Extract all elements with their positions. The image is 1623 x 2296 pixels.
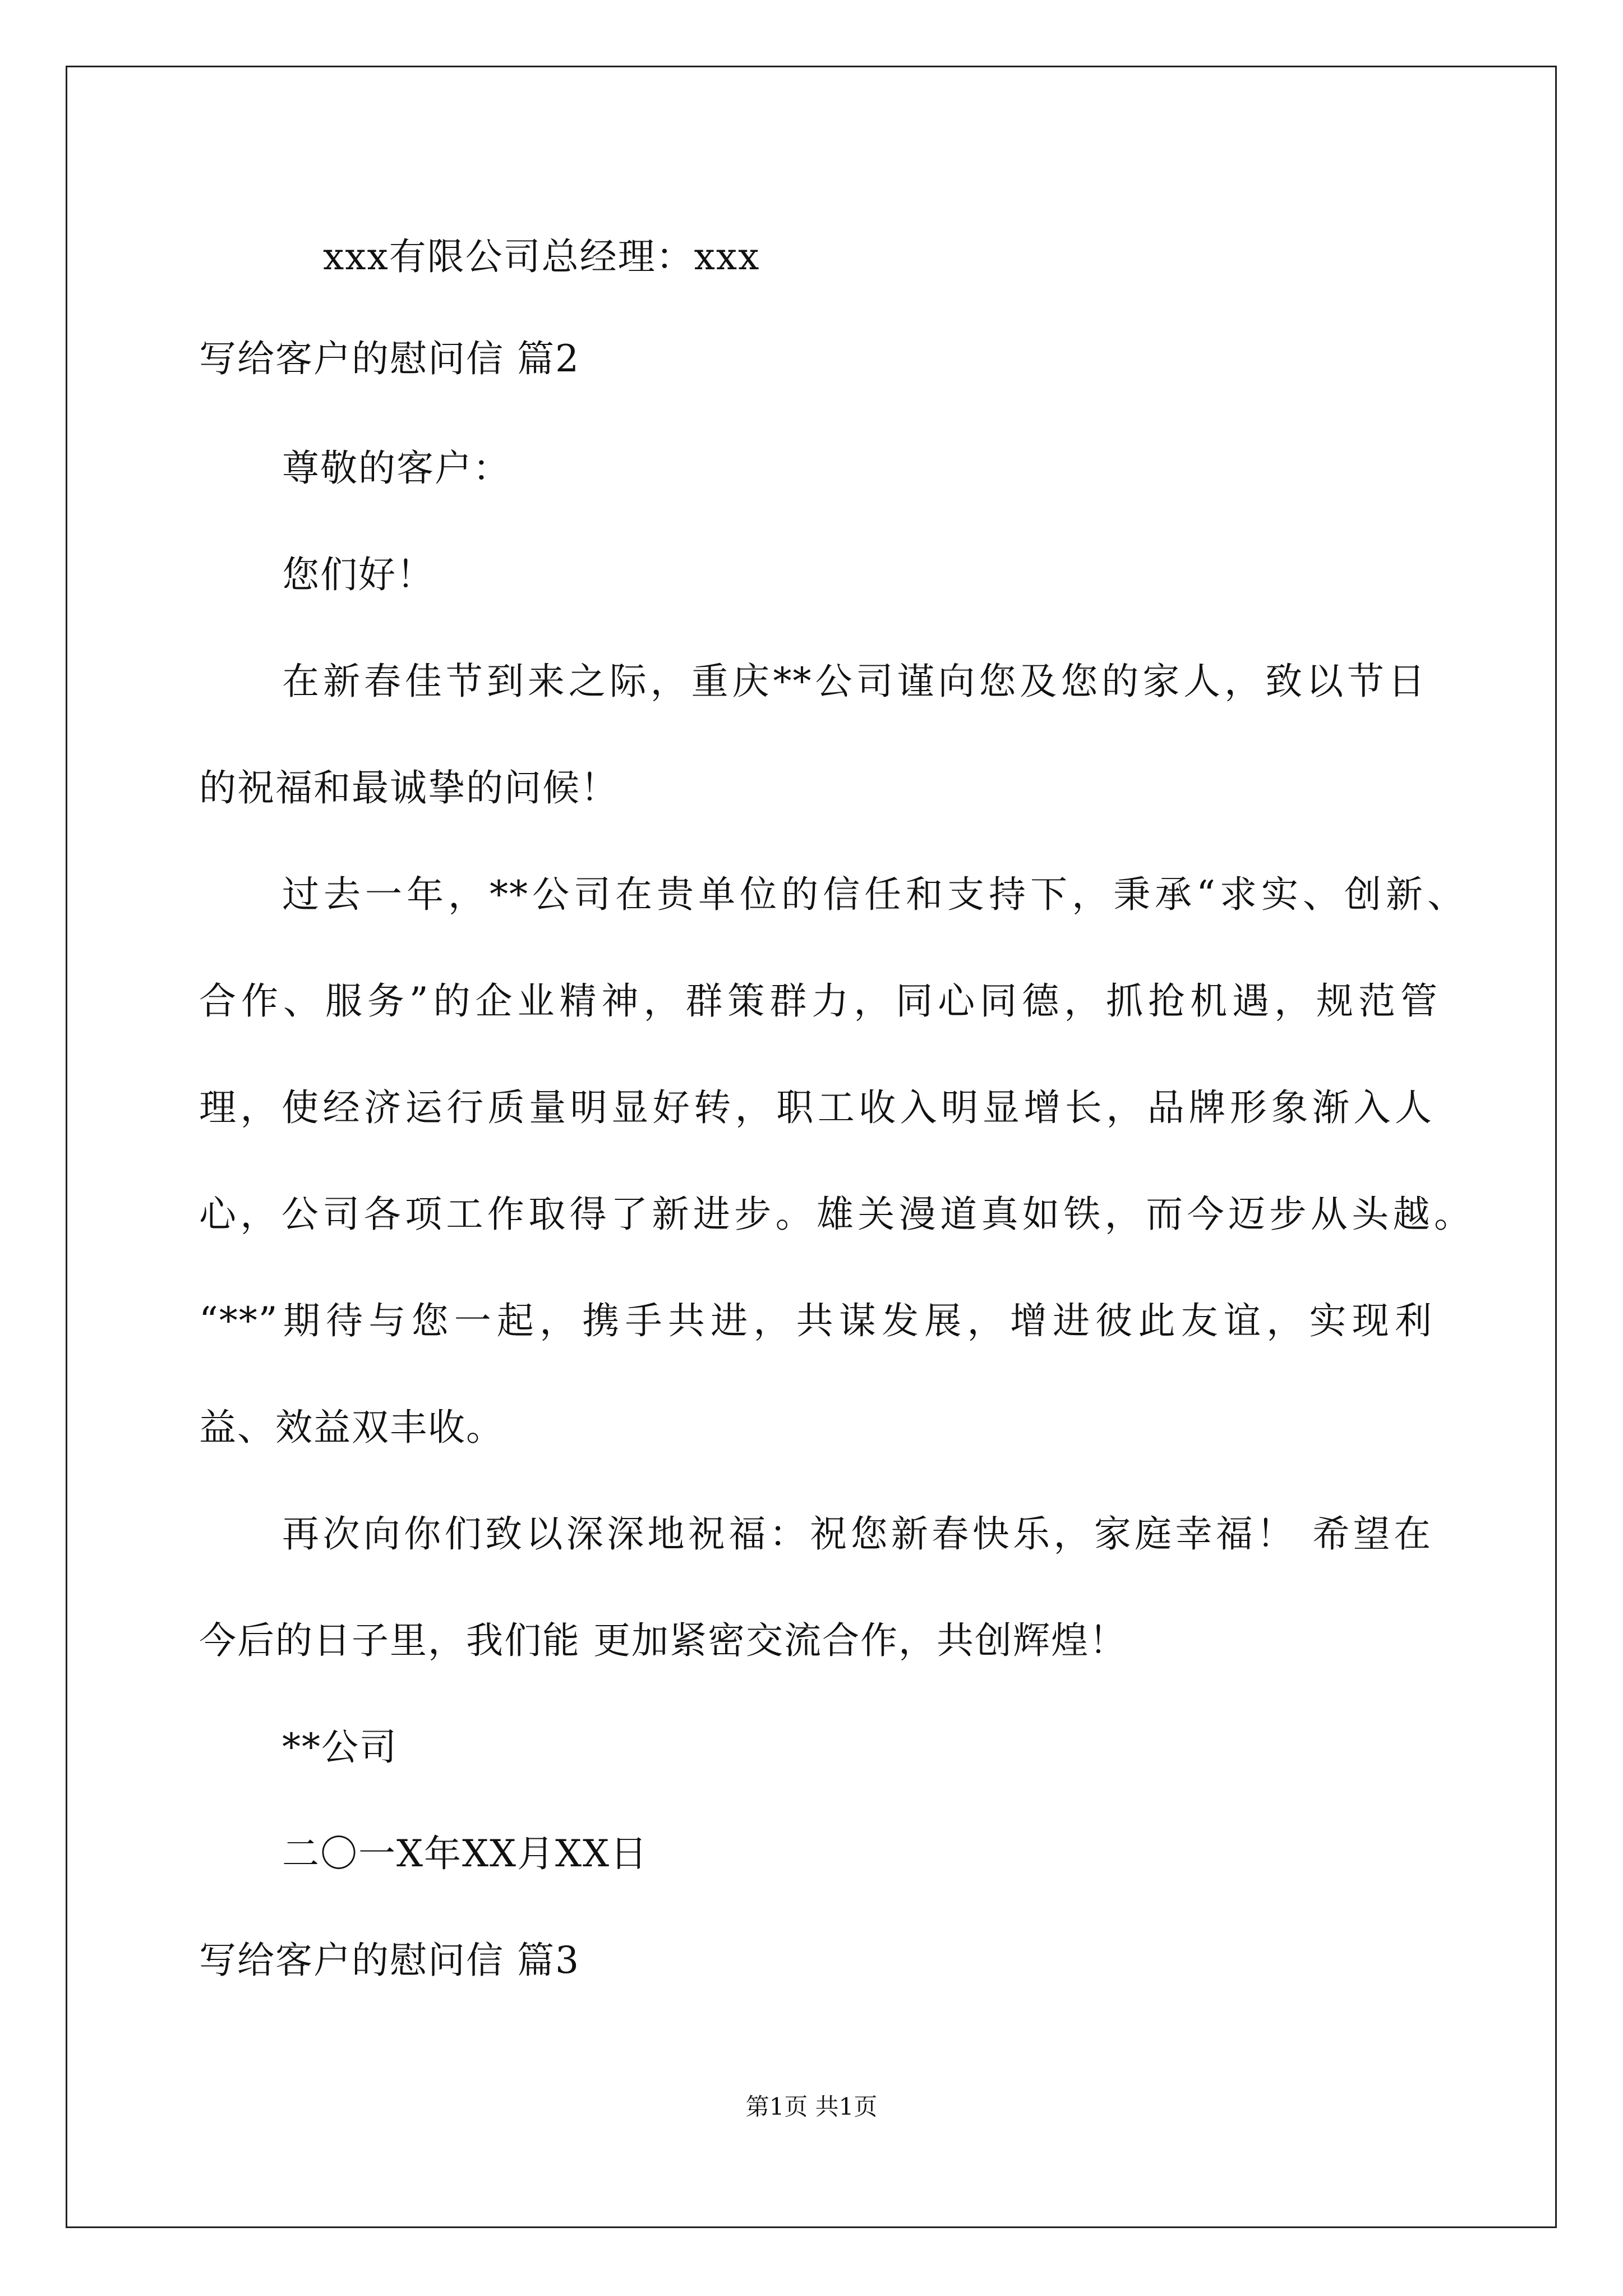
paragraph-1-line-2: 的祝福和最诚挚的问候！ [199,766,619,809]
paragraph-2-line-1: 过去一年，**公司在贵单位的信任和支持下，秉承“求实、创新、 [282,873,1465,916]
paragraph-3-line-1: 再次向你们致以深深地祝福：祝您新春快乐，家庭幸福！ 希望在 [282,1512,1432,1556]
section-heading: 写给客户的慰问信 篇2 [199,337,580,380]
paragraph-2-line-2: 合作、服务”的企业精神，群策群力，同心同德，抓抢机遇，规范管 [199,979,1438,1023]
paragraph-1-line-1: 在新春佳节到来之际，重庆**公司谨向您及您的家人，致以节日 [282,660,1426,703]
section-heading-next: 写给客户的慰问信 篇3 [199,1939,580,1982]
company-signature: **公司 [282,1726,398,1769]
paragraph-2-line-5: “**”期待与您一起，携手共进，共谋发展，增进彼此友谊，实现利 [199,1299,1433,1342]
greeting: 您们好！ [282,553,435,596]
paragraph-2-line-4: 心，公司各项工作取得了新进步。雄关漫道真如铁，而今迈步从头越。 [199,1193,1472,1236]
date-line: 二〇一X年XX月XX日 [282,1832,648,1875]
paragraph-3-line-2: 今后的日子里，我们能 更加紧密交流合作，共创辉煌！ [199,1619,1127,1662]
signature-line: xxx有限公司总经理：xxx [323,235,760,278]
page-border [66,66,1557,2228]
page-footer: 第1页 共1页 [745,2093,878,2120]
paragraph-2-line-6: 益、效益双丰收。 [199,1406,504,1449]
salutation: 尊敬的客户： [282,447,511,490]
paragraph-2-line-3: 理，使经济运行质量明显好转，职工收入明显增长，品牌形象渐入人 [199,1086,1433,1129]
